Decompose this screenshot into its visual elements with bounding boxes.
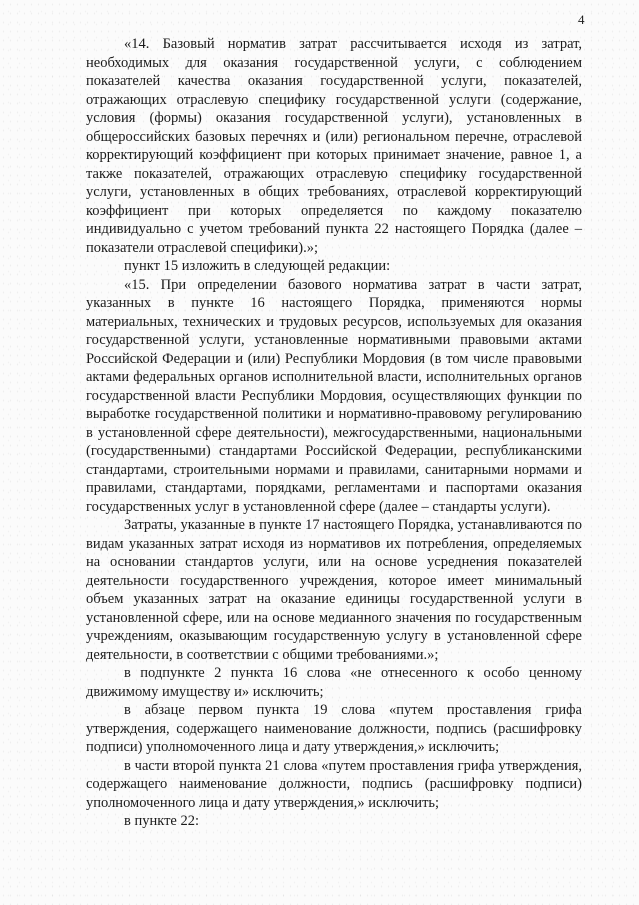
paragraph-item-21-amendment: в части второй пункта 21 слова «путем проставления грифа утверждения, содержащего наименование должности, подпись (расшифровку подписи) уполномоченного лица и дату утверждения,» исключить; [86, 757, 582, 811]
paragraph-item-15: «15. При определении базового норматива затрат в части затрат, указанных в пункте 16 настоящего Порядка, применяются нормы материальных, технических и трудовых ресурсов, используемых для оказания государственной услуги, установленные нормативными правовыми актами Российской Федерации и (или) Республики Мордовия (в том числе правовыми актами федеральных органов исполнительной власти, исполнительных органов государственной власти Республики Мордовия, осуществляющих функции по выработке государственной политики и нормативно-правовому регулированию в установленной сфере деятельности), межгосударственными, национальными (государственными) стандартами Российской Федерации, республиканскими стандартами, строительными нормами и правилами, санитарными нормами и правилами, стандартами, порядками, регламентами и паспортами оказания государственных услуг в установленной сфере (далее – стандарты услуги). [86, 276, 582, 515]
page-number: 4 [578, 12, 585, 27]
paragraph-item-15-intro: пункт 15 изложить в следующей редакции: [124, 258, 391, 274]
paragraph-item-14: «14. Базовый норматив затрат рассчитывается исходя из затрат, необходимых для оказания государственной услуги, с соблюдением показателей качества оказания государственной услуги, показателей, отражающих отраслевую специфику государственной услуги (содержание, условия (формы) оказания государственной услуги), установленных в общероссийских базовых перечнях и (или) региональном перечне, отраслевой корректирующий коэффициент при которых принимает значение, равное 1, а также показателей, отражающих отраслевую специфику государственной услуги, установленных в общих требованиях, отраслевой корректирующий коэффициент при которых определяется по каждому показателю индивидуально с учетом требований пункта 22 настоящего Порядка (далее – показатели отраслевой специфики).»; [86, 36, 582, 256]
document-body [86, 35, 582, 831]
paragraph-item-16-amendment: в подпункте 2 пункта 16 слова «не отнесенного к особо ценному движимому имуществу и» исключить; [86, 665, 582, 700]
paragraph-costs-item-17: Затраты, указанные в пункте 17 настоящего Порядка, устанавливаются по видам указанных затрат исходя из нормативов их потребления, определяемых на основании стандартов услуги, или на основе усреднения показателей деятельности государственного учреждения, которое имеет минимальный объем указанных затрат на оказание единицы государственной услуги в установленной сфере, или на основе медианного значения по государственным учреждениям, оказывающим государственную услугу в установленной сфере деятельности, в соответствии с общими требованиями.»; [86, 517, 582, 663]
paragraph-item-19-amendment: в абзаце первом пункта 19 слова «путем проставления грифа утверждения, содержащего наименование должности, подпись (расшифровку подписи) уполномоченного лица и дату утверждения,» исключить; [86, 702, 582, 755]
paragraph-item-22-intro: в пункте 22: [124, 813, 200, 829]
